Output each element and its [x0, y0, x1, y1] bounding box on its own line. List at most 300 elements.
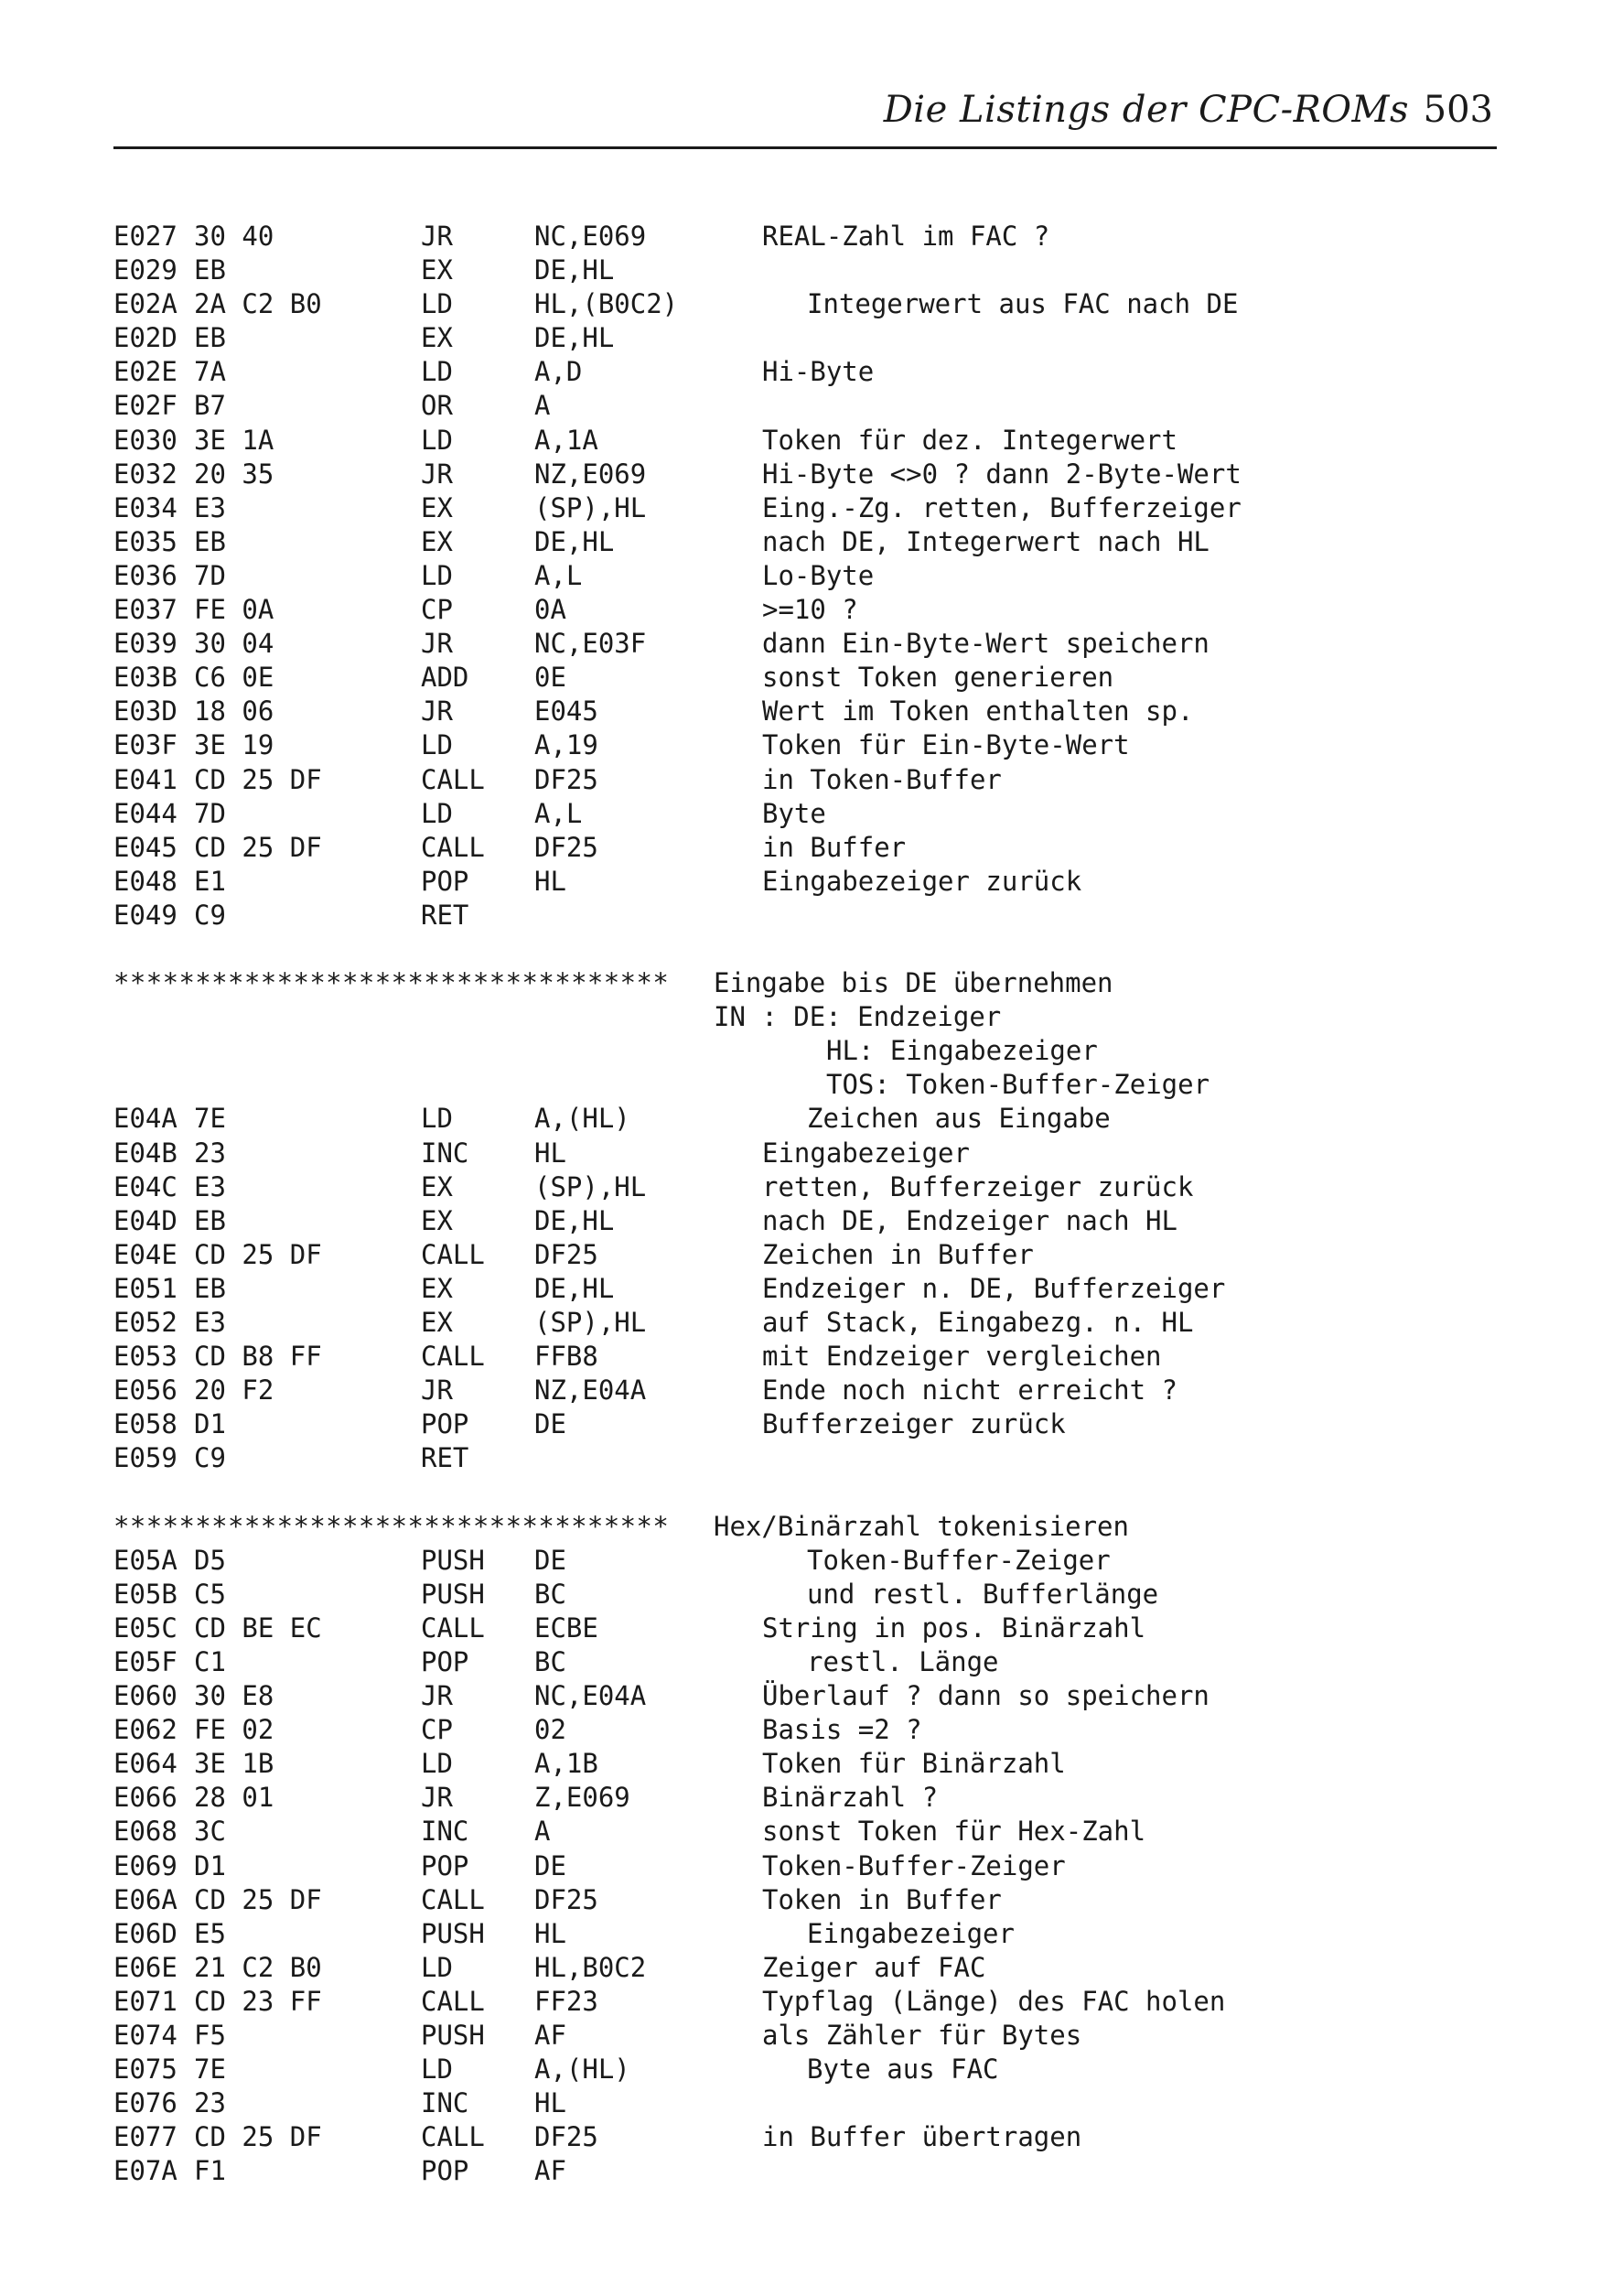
listing-row	[113, 1137, 1497, 1170]
operand: DF25	[534, 1238, 598, 1270]
mnemonic: POP	[421, 865, 469, 897]
operand: 0E	[534, 662, 566, 694]
listing-row	[113, 1204, 1497, 1238]
io-text: HL: Eingabezeiger	[826, 1035, 1098, 1067]
address: E032	[113, 458, 177, 490]
mnemonic: POP	[421, 1645, 469, 1677]
address: E052	[113, 1307, 177, 1338]
address: E039	[113, 628, 177, 660]
listing-row	[113, 728, 1497, 762]
opcode-bytes: 30 E8	[194, 1680, 274, 1712]
mnemonic: EX	[421, 491, 453, 523]
separator-stars: **********************************	[113, 1510, 670, 1542]
operand: A,L	[534, 797, 583, 829]
mnemonic: LD	[421, 1951, 453, 1983]
listing-row	[113, 253, 1497, 287]
listing-row	[113, 797, 1497, 831]
operand: AF	[534, 2155, 566, 2187]
header-rule	[113, 146, 1497, 149]
mnemonic: JR	[421, 458, 453, 490]
comment: und restl. Bufferlänge	[807, 1578, 1159, 1610]
mnemonic: LD	[421, 424, 453, 456]
comment: Zeichen in Buffer	[762, 1238, 1034, 1270]
listing-row	[113, 1747, 1497, 1781]
mnemonic: CALL	[421, 1612, 485, 1644]
assembly-listing	[113, 220, 1497, 2188]
opcode-bytes: FE 02	[194, 1714, 274, 1746]
listing-row	[113, 1849, 1497, 1883]
operand: E045	[534, 695, 598, 728]
mnemonic: CALL	[421, 1883, 485, 1915]
opcode-bytes: B7	[194, 390, 226, 422]
io-line	[113, 1000, 1497, 1034]
mnemonic: EX	[421, 254, 453, 286]
address: E066	[113, 1782, 177, 1814]
mnemonic: JR	[421, 695, 453, 728]
address: E060	[113, 1680, 177, 1712]
operand: HL	[534, 1917, 566, 1949]
operand: HL,(B0C2)	[534, 288, 679, 320]
listing-row	[113, 559, 1497, 593]
listing-row	[113, 1578, 1497, 1612]
address: E077	[113, 2121, 177, 2153]
listing-row	[113, 763, 1497, 797]
opcode-bytes: D1	[194, 1849, 226, 1881]
opcode-bytes: C5	[194, 1578, 226, 1610]
address: E04B	[113, 1137, 177, 1169]
opcode-bytes: 18 06	[194, 695, 274, 728]
mnemonic: ADD	[421, 662, 469, 694]
comment: >=10 ?	[762, 594, 858, 626]
mnemonic: CP	[421, 594, 453, 626]
address: E02A	[113, 288, 177, 320]
listing-row	[113, 2154, 1497, 2188]
mnemonic: CALL	[421, 2121, 485, 2153]
section-separator	[113, 1510, 1497, 1544]
address: E05B	[113, 1578, 177, 1610]
operand: DE,HL	[534, 1272, 615, 1304]
comment: Wert im Token enthalten sp.	[762, 695, 1194, 728]
comment: Eingabezeiger	[762, 1137, 970, 1169]
address: E034	[113, 491, 177, 523]
operand: (SP),HL	[534, 1170, 647, 1202]
address: E027	[113, 221, 177, 252]
operand: A,D	[534, 356, 583, 388]
comment: in Token-Buffer	[762, 763, 1002, 795]
comment: in Buffer übertragen	[762, 2121, 1082, 2153]
address: E06E	[113, 1951, 177, 1983]
listing-row	[113, 525, 1497, 559]
listing-row	[113, 899, 1497, 932]
address: E051	[113, 1272, 177, 1304]
opcode-bytes: EB	[194, 254, 226, 286]
listing-row	[113, 1340, 1497, 1374]
listing-row	[113, 491, 1497, 525]
operand: A,(HL)	[534, 1103, 630, 1135]
address: E059	[113, 1442, 177, 1474]
mnemonic: POP	[421, 1849, 469, 1881]
operand: Z,E069	[534, 1782, 630, 1814]
opcode-bytes: CD 25 DF	[194, 1883, 322, 1915]
mnemonic: JR	[421, 221, 453, 252]
comment: Hi-Byte	[762, 356, 875, 388]
listing-row	[113, 1612, 1497, 1645]
listing-row	[113, 1883, 1497, 1917]
mnemonic: EX	[421, 1272, 453, 1304]
page-header	[113, 86, 1497, 134]
mnemonic: POP	[421, 2155, 469, 2187]
address: E05F	[113, 1645, 177, 1677]
listing-row	[113, 695, 1497, 728]
operand: DF25	[534, 831, 598, 863]
operand: NC,E03F	[534, 628, 647, 660]
blank-line	[113, 932, 1497, 966]
mnemonic: CALL	[421, 1341, 485, 1373]
opcode-bytes: EB	[194, 1204, 226, 1236]
opcode-bytes: 2A C2 B0	[194, 288, 322, 320]
opcode-bytes: CD 25 DF	[194, 831, 322, 863]
comment: Integerwert aus FAC nach DE	[807, 288, 1239, 320]
address: E064	[113, 1748, 177, 1780]
opcode-bytes: 30 04	[194, 628, 274, 660]
address: E068	[113, 1816, 177, 1848]
mnemonic: PUSH	[421, 2019, 485, 2051]
blank-line	[113, 1475, 1497, 1509]
listing-row	[113, 1781, 1497, 1815]
comment: nach DE, Endzeiger nach HL	[762, 1204, 1177, 1236]
opcode-bytes: 21 C2 B0	[194, 1951, 322, 1983]
listing-row	[113, 831, 1497, 865]
separator-stars: **********************************	[113, 967, 670, 999]
listing-row	[113, 1441, 1497, 1475]
comment: Typflag (Länge) des FAC holen	[762, 1985, 1226, 2017]
section-separator	[113, 966, 1497, 1000]
section-title: Hex/Binärzahl tokenisieren	[714, 1510, 1129, 1542]
comment: Hi-Byte <>0 ? dann 2-Byte-Wert	[762, 458, 1242, 490]
operand: DE,HL	[534, 254, 615, 286]
opcode-bytes: E1	[194, 865, 226, 897]
opcode-bytes: 7D	[194, 797, 226, 829]
opcode-bytes: C6 0E	[194, 662, 274, 694]
comment: Zeichen aus Eingabe	[807, 1103, 1111, 1135]
operand: DF25	[534, 2121, 598, 2153]
comment: Token-Buffer-Zeiger	[762, 1849, 1066, 1881]
operand: 02	[534, 1714, 566, 1746]
opcode-bytes: 3E 19	[194, 729, 274, 761]
listing-row	[113, 321, 1497, 355]
address: E076	[113, 2087, 177, 2119]
comment: sonst Token für Hex-Zahl	[762, 1816, 1146, 1848]
address: E04A	[113, 1103, 177, 1135]
opcode-bytes: CD 25 DF	[194, 2121, 322, 2153]
comment: als Zähler für Bytes	[762, 2019, 1082, 2051]
mnemonic: CP	[421, 1714, 453, 1746]
comment: nach DE, Integerwert nach HL	[762, 525, 1210, 557]
listing-row	[113, 2086, 1497, 2120]
opcode-bytes: 7D	[194, 559, 226, 591]
opcode-bytes: E3	[194, 491, 226, 523]
operand: (SP),HL	[534, 1307, 647, 1338]
operand: HL	[534, 1137, 566, 1169]
listing-row	[113, 627, 1497, 661]
opcode-bytes: E3	[194, 1307, 226, 1338]
comment: retten, Bufferzeiger zurück	[762, 1170, 1194, 1202]
mnemonic: INC	[421, 1137, 469, 1169]
opcode-bytes: CD BE EC	[194, 1612, 322, 1644]
listing-row	[113, 1679, 1497, 1713]
listing-row	[113, 1102, 1497, 1136]
opcode-bytes: 30 40	[194, 221, 274, 252]
listing-row	[113, 458, 1497, 491]
opcode-bytes: F5	[194, 2019, 226, 2051]
listing-block-1	[113, 220, 1497, 966]
operand: A,1A	[534, 424, 598, 456]
listing-row	[113, 355, 1497, 389]
comment: Token-Buffer-Zeiger	[807, 1544, 1111, 1576]
listing-row	[113, 220, 1497, 253]
operand: DE,HL	[534, 525, 615, 557]
listing-row	[113, 1238, 1497, 1272]
running-title: Die Listings der CPC-ROMs	[883, 89, 1409, 131]
address: E02F	[113, 390, 177, 422]
opcode-bytes: 20 F2	[194, 1374, 274, 1407]
comment: Token für Ein-Byte-Wert	[762, 729, 1130, 761]
address: E049	[113, 899, 177, 931]
comment: Byte	[762, 797, 826, 829]
operand: NC,E04A	[534, 1680, 647, 1712]
listing-row	[113, 1815, 1497, 1849]
opcode-bytes: F1	[194, 2155, 226, 2187]
listing-row	[113, 2019, 1497, 2053]
operand: ECBE	[534, 1612, 598, 1644]
listing-row	[113, 1985, 1497, 2019]
address: E074	[113, 2019, 177, 2051]
listing-row	[113, 389, 1497, 423]
operand: A,1B	[534, 1748, 598, 1780]
listing-row	[113, 1170, 1497, 1204]
mnemonic: JR	[421, 1680, 453, 1712]
comment: Token für Binärzahl	[762, 1748, 1066, 1780]
address: E07A	[113, 2155, 177, 2187]
comment: Zeiger auf FAC	[762, 1951, 986, 1983]
operand: DE	[534, 1408, 566, 1440]
opcode-bytes: 28 01	[194, 1782, 274, 1814]
address: E04D	[113, 1204, 177, 1236]
mnemonic: POP	[421, 1408, 469, 1440]
mnemonic: RET	[421, 1442, 469, 1474]
operand: NZ,E04A	[534, 1374, 647, 1407]
mnemonic: EX	[421, 1307, 453, 1338]
mnemonic: RET	[421, 899, 469, 931]
opcode-bytes: CD 25 DF	[194, 763, 322, 795]
listing-block-2	[113, 1102, 1497, 1475]
address: E05C	[113, 1612, 177, 1644]
io-text: TOS: Token-Buffer-Zeiger	[826, 1069, 1210, 1101]
address: E06D	[113, 1917, 177, 1949]
operand: A	[534, 1816, 551, 1848]
operand: FFB8	[534, 1341, 598, 1373]
operand: DE	[534, 1849, 566, 1881]
mnemonic: EX	[421, 322, 453, 354]
address: E035	[113, 525, 177, 557]
comment: Eingabezeiger zurück	[762, 865, 1082, 897]
listing-row	[113, 1917, 1497, 1951]
address: E036	[113, 559, 177, 591]
mnemonic: CALL	[421, 1985, 485, 2017]
address: E02D	[113, 322, 177, 354]
mnemonic: LD	[421, 1103, 453, 1135]
comment: Lo-Byte	[762, 559, 875, 591]
operand: AF	[534, 2019, 566, 2051]
mnemonic: LD	[421, 797, 453, 829]
listing-row	[113, 661, 1497, 695]
listing-row	[113, 1306, 1497, 1340]
comment: Eing.-Zg. retten, Bufferzeiger	[762, 491, 1242, 523]
address: E03D	[113, 695, 177, 728]
address: E05A	[113, 1544, 177, 1576]
comment: String in pos. Binärzahl	[762, 1612, 1146, 1644]
mnemonic: LD	[421, 356, 453, 388]
address: E069	[113, 1849, 177, 1881]
operand: HL	[534, 2087, 566, 2119]
comment: auf Stack, Eingabezg. n. HL	[762, 1307, 1194, 1338]
comment: restl. Länge	[807, 1645, 999, 1677]
mnemonic: LD	[421, 2053, 453, 2086]
operand: NZ,E069	[534, 458, 647, 490]
mnemonic: INC	[421, 1816, 469, 1848]
mnemonic: JR	[421, 628, 453, 660]
operand: HL,B0C2	[534, 1951, 647, 1983]
operand: BC	[534, 1578, 566, 1610]
listing-row	[113, 1645, 1497, 1679]
address: E075	[113, 2053, 177, 2086]
address: E044	[113, 797, 177, 829]
operand: A,19	[534, 729, 598, 761]
address: E030	[113, 424, 177, 456]
mnemonic: LD	[421, 1748, 453, 1780]
operand: DE	[534, 1544, 566, 1576]
mnemonic: CALL	[421, 831, 485, 863]
address: E045	[113, 831, 177, 863]
opcode-bytes: E3	[194, 1170, 226, 1202]
address: E037	[113, 594, 177, 626]
mnemonic: EX	[421, 525, 453, 557]
io-line	[113, 1034, 1497, 1068]
listing-block-3	[113, 1544, 1497, 2189]
opcode-bytes: FE 0A	[194, 594, 274, 626]
mnemonic: PUSH	[421, 1578, 485, 1610]
operand: (SP),HL	[534, 491, 647, 523]
operand: DE,HL	[534, 1204, 615, 1236]
comment: Token für dez. Integerwert	[762, 424, 1177, 456]
listing-row	[113, 424, 1497, 458]
comment: Basis =2 ?	[762, 1714, 922, 1746]
comment: Ende noch nicht erreicht ?	[762, 1374, 1177, 1407]
mnemonic: LD	[421, 288, 453, 320]
opcode-bytes: C9	[194, 899, 226, 931]
operand: DF25	[534, 763, 598, 795]
address: E04E	[113, 1238, 177, 1270]
opcode-bytes: 20 35	[194, 458, 274, 490]
listing-row	[113, 1544, 1497, 1578]
address: E058	[113, 1408, 177, 1440]
listing-row	[113, 593, 1497, 627]
opcode-bytes: 23	[194, 2087, 226, 2119]
mnemonic: LD	[421, 559, 453, 591]
opcode-bytes: 23	[194, 1137, 226, 1169]
mnemonic: OR	[421, 390, 453, 422]
opcode-bytes: CD B8 FF	[194, 1341, 322, 1373]
comment: Bufferzeiger zurück	[762, 1408, 1066, 1440]
listing-row	[113, 1713, 1497, 1747]
address: E029	[113, 254, 177, 286]
address: E02E	[113, 356, 177, 388]
comment: in Buffer	[762, 831, 907, 863]
mnemonic: LD	[421, 729, 453, 761]
opcode-bytes: CD 23 FF	[194, 1985, 322, 2017]
listing-row	[113, 2053, 1497, 2086]
comment: mit Endzeiger vergleichen	[762, 1341, 1162, 1373]
section-title: Eingabe bis DE übernehmen	[714, 967, 1113, 999]
operand: DE,HL	[534, 322, 615, 354]
address: E048	[113, 865, 177, 897]
operand: FF23	[534, 1985, 598, 2017]
address: E03B	[113, 662, 177, 694]
mnemonic: CALL	[421, 1238, 485, 1270]
opcode-bytes: 7E	[194, 2053, 226, 2086]
opcode-bytes: EB	[194, 525, 226, 557]
opcode-bytes: C9	[194, 1442, 226, 1474]
address: E056	[113, 1374, 177, 1407]
operand: BC	[534, 1645, 566, 1677]
listing-row	[113, 1272, 1497, 1306]
io-text: IN : DE: Endzeiger	[714, 1001, 1002, 1033]
mnemonic: JR	[421, 1782, 453, 1814]
comment: Überlauf ? dann so speichern	[762, 1680, 1210, 1712]
operand: A	[534, 390, 551, 422]
listing-row	[113, 1374, 1497, 1407]
mnemonic: INC	[421, 2087, 469, 2119]
mnemonic: JR	[421, 1374, 453, 1407]
comment: Binärzahl ?	[762, 1782, 939, 1814]
opcode-bytes: D1	[194, 1408, 226, 1440]
comment: Eingabezeiger	[807, 1917, 1015, 1949]
comment: sonst Token generieren	[762, 662, 1114, 694]
opcode-bytes: CD 25 DF	[194, 1238, 322, 1270]
listing-row	[113, 1951, 1497, 1985]
operand: A,L	[534, 559, 583, 591]
mnemonic: EX	[421, 1170, 453, 1202]
opcode-bytes: EB	[194, 322, 226, 354]
operand: NC,E069	[534, 221, 647, 252]
comment: Byte aus FAC	[807, 2053, 999, 2086]
address: E071	[113, 1985, 177, 2017]
address: E053	[113, 1341, 177, 1373]
opcode-bytes: 3E 1B	[194, 1748, 274, 1780]
opcode-bytes: C1	[194, 1645, 226, 1677]
operand: A,(HL)	[534, 2053, 630, 2086]
mnemonic: CALL	[421, 763, 485, 795]
operand: HL	[534, 865, 566, 897]
io-line	[113, 1068, 1497, 1102]
opcode-bytes: 3E 1A	[194, 424, 274, 456]
opcode-bytes: D5	[194, 1544, 226, 1576]
operand: DF25	[534, 1883, 598, 1915]
address: E062	[113, 1714, 177, 1746]
address: E04C	[113, 1170, 177, 1202]
listing-row	[113, 2120, 1497, 2154]
listing-row	[113, 287, 1497, 321]
